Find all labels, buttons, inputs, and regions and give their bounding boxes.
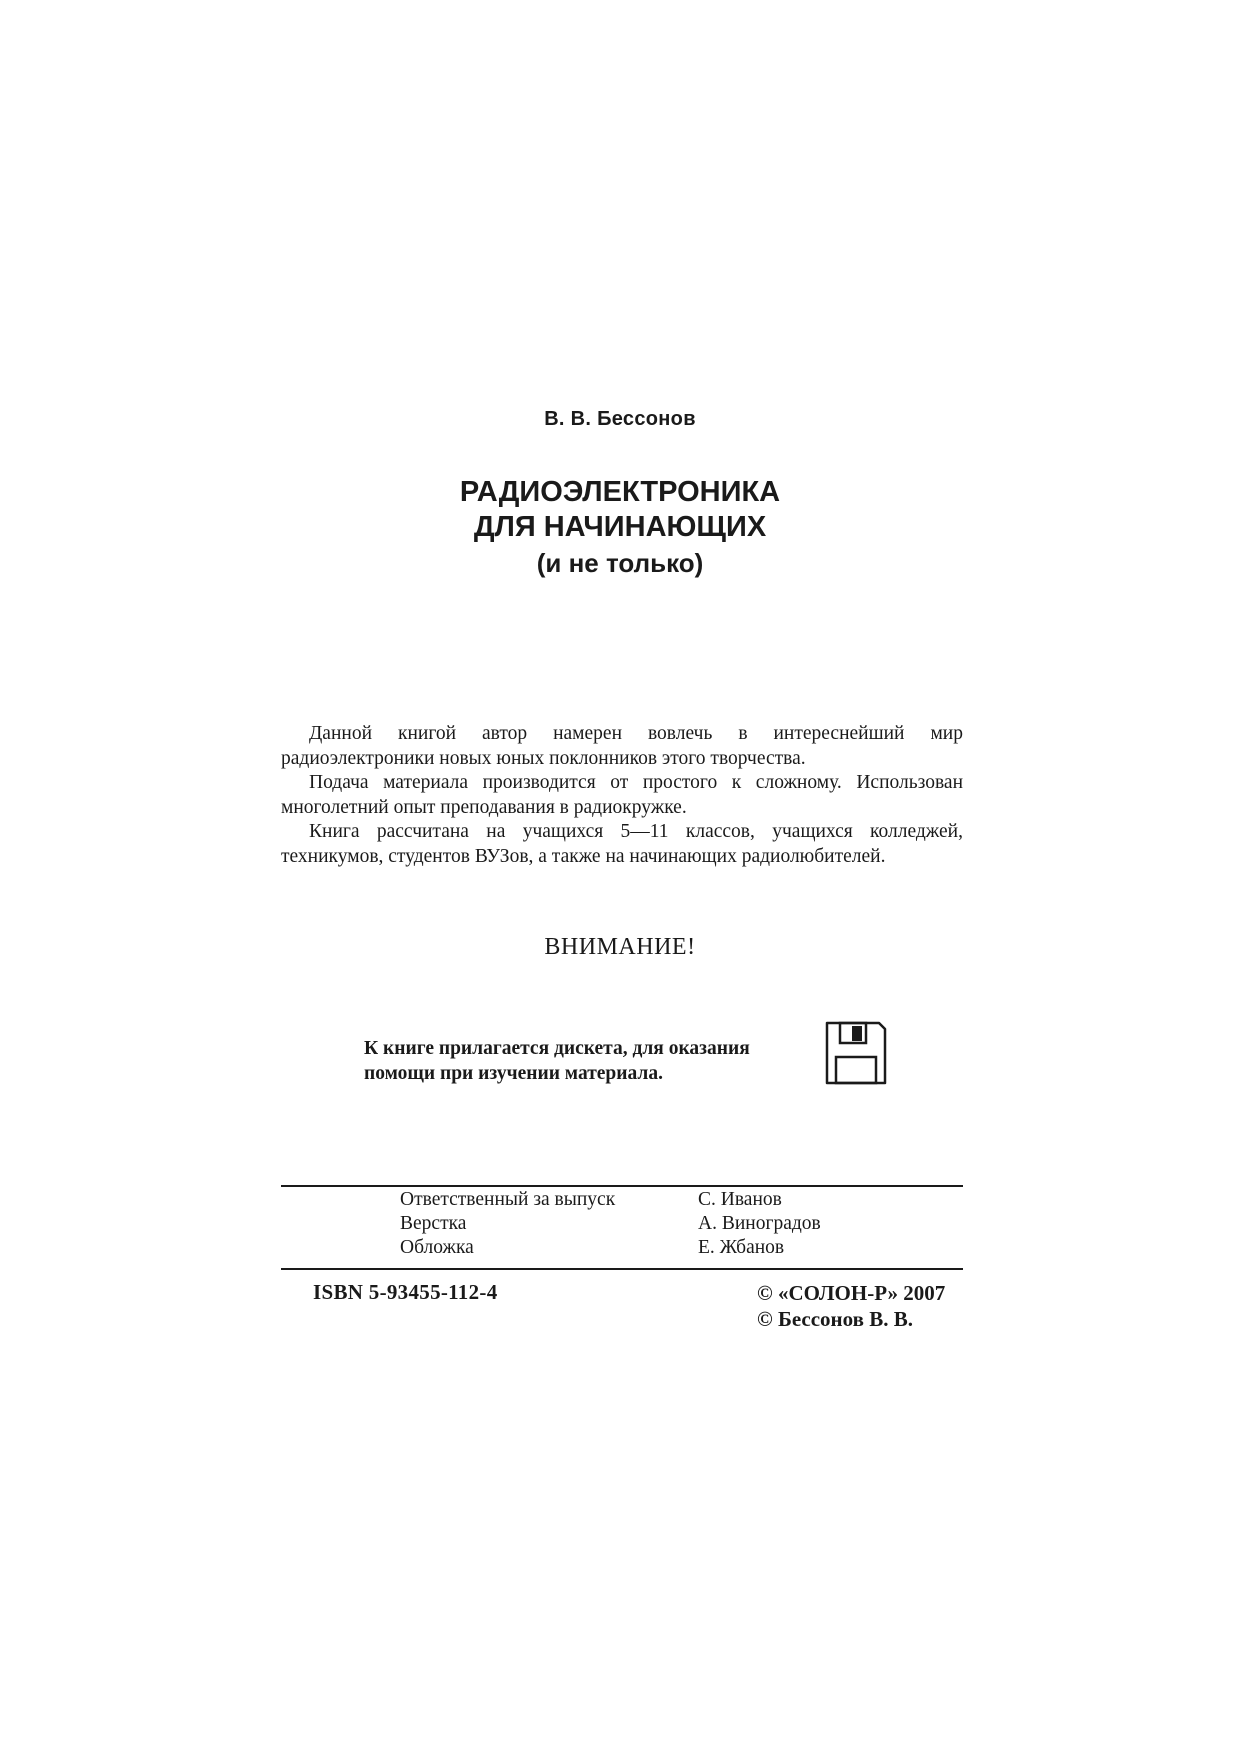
divider-top	[281, 1185, 963, 1187]
credit-role: Обложка	[400, 1237, 474, 1258]
credits-list	[400, 1188, 920, 1260]
credit-row	[400, 1212, 920, 1236]
credit-row	[400, 1188, 920, 1212]
annotation-paragraph: Данной книгой автор намерен вовлечь в интереснейший мир радиоэлектроники новых юных поклонников этого творчества.	[281, 723, 963, 769]
credit-name: С. Иванов	[698, 1189, 782, 1210]
copyright-line: © «СОЛОН-Р» 2007	[757, 1281, 946, 1305]
credit-name: Е. Жбанов	[698, 1237, 785, 1258]
title-line-2: ДЛЯ НАЧИНАЮЩИХ	[473, 511, 767, 543]
copyright-line: © Бессонов В. В.	[757, 1307, 913, 1331]
credit-row	[400, 1236, 920, 1260]
disk-note-line: К книге прилагается дискета, для оказания	[364, 1038, 750, 1059]
title-subtitle: (и не только)	[536, 548, 704, 578]
book-title	[0, 475, 1240, 582]
floppy-disk-icon	[824, 1020, 888, 1086]
isbn: ISBN 5-93455-112-4	[313, 1280, 498, 1304]
attention-heading: ВНИМАНИЕ!	[544, 934, 696, 960]
disk-note	[364, 1036, 804, 1086]
title-line-1: РАДИОЭЛЕКТРОНИКА	[459, 476, 781, 508]
disk-note-line: помощи при изучении материала.	[364, 1063, 663, 1084]
annotation-paragraph: Книга рассчитана на учащихся 5—11 классов, учащихся колледжей, техникумов, студентов ВУЗов, а также на начинающих радиолюбителей.	[281, 821, 963, 867]
copyright-block	[757, 1280, 945, 1332]
author-name: В. В. Бессонов	[544, 408, 696, 430]
annotation-paragraph: Подача материала производится от простого к сложному. Использован многолетний опыт преподавания в радиокружке.	[281, 772, 963, 818]
divider-bottom	[281, 1268, 963, 1270]
credit-role: Верстка	[400, 1213, 467, 1234]
credit-role: Ответственный за выпуск	[400, 1189, 616, 1210]
annotation	[281, 722, 963, 869]
credit-name: А. Виноградов	[698, 1213, 821, 1234]
